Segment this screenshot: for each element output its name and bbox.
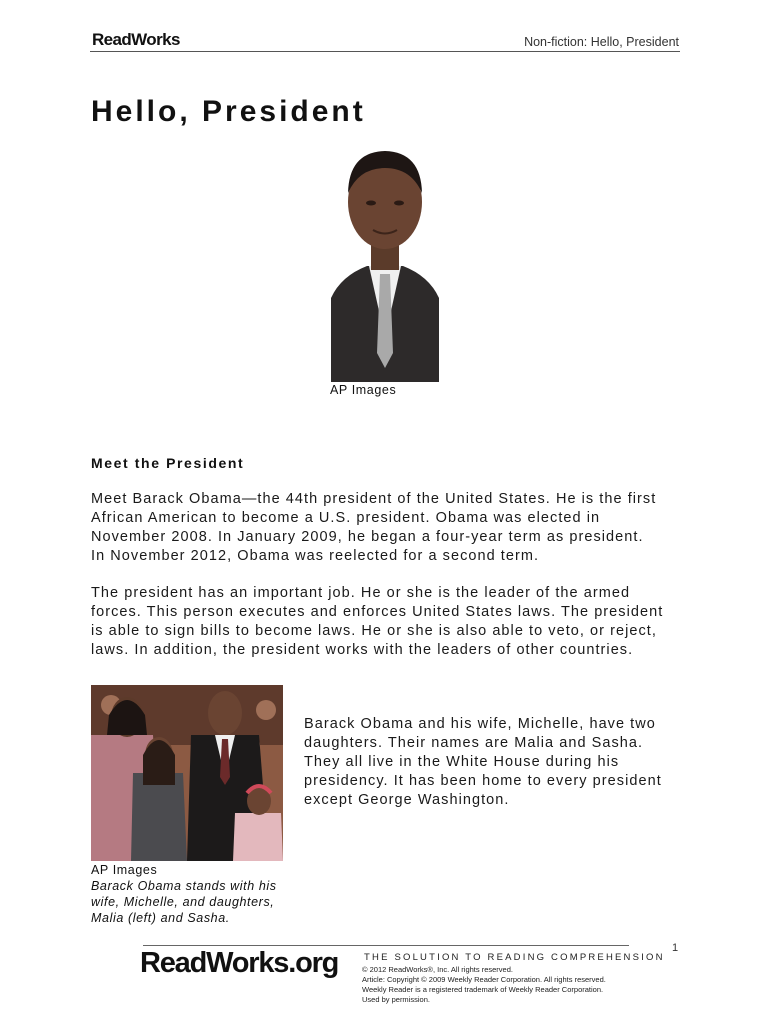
document-label: Non-fiction: Hello, President — [524, 35, 679, 49]
portrait-photo-icon — [331, 148, 439, 382]
photo-caption — [91, 862, 291, 926]
legal-line: Article: Copyright © 2009 Weekly Reader Corporation. All rights reserved. — [362, 975, 606, 984]
section-heading: Meet the President — [91, 455, 245, 471]
paragraph-family: Barack Obama and his wife, Michelle, have two daughters. Their names are Malia and Sasha. They all live in the White House during his presidency. It has been home to every president except George Washington. — [304, 716, 662, 808]
caption-text: Barack Obama stands with his wife, Michelle, and daughters, Malia (left) and Sasha. — [91, 879, 277, 925]
legal-line: Weekly Reader is a registered trademark of Weekly Reader Corporation. — [362, 985, 604, 994]
legal-notice — [362, 965, 606, 1005]
readworks-header-logo: ReadWorks — [92, 30, 180, 49]
article-title: Hello, President — [91, 95, 366, 128]
legal-line: Used by permission. — [362, 995, 430, 1004]
footer-tagline: THE SOLUTION TO READING COMPREHENSION — [364, 952, 665, 963]
readworks-footer-logo: ReadWorks.org — [140, 947, 339, 979]
family-photo-icon — [91, 685, 283, 861]
caption-credit: AP Images — [91, 863, 158, 877]
page-number: 1 — [672, 942, 679, 954]
paragraph-duties: The president has an important job. He or she is the leader of the armed forces. This person executes and enforces United States laws. The president is able to sign bills to become laws. He or she is also able to veto, or reject, laws. In addition, the president works with the leaders of other countries. — [91, 585, 664, 658]
legal-line: © 2012 ReadWorks®, Inc. All rights reserved. — [362, 965, 513, 974]
photo-credit: AP Images — [330, 383, 397, 397]
paragraph-intro: Meet Barack Obama—the 44th president of the United States. He is the first African American to become a U.S. president. Obama was elected in November 2008. In January 2009, he began a four-year term as president. In November 2012, Obama was reelected for a second term. — [91, 491, 657, 564]
header-divider — [90, 51, 680, 52]
footer-divider — [143, 945, 629, 946]
